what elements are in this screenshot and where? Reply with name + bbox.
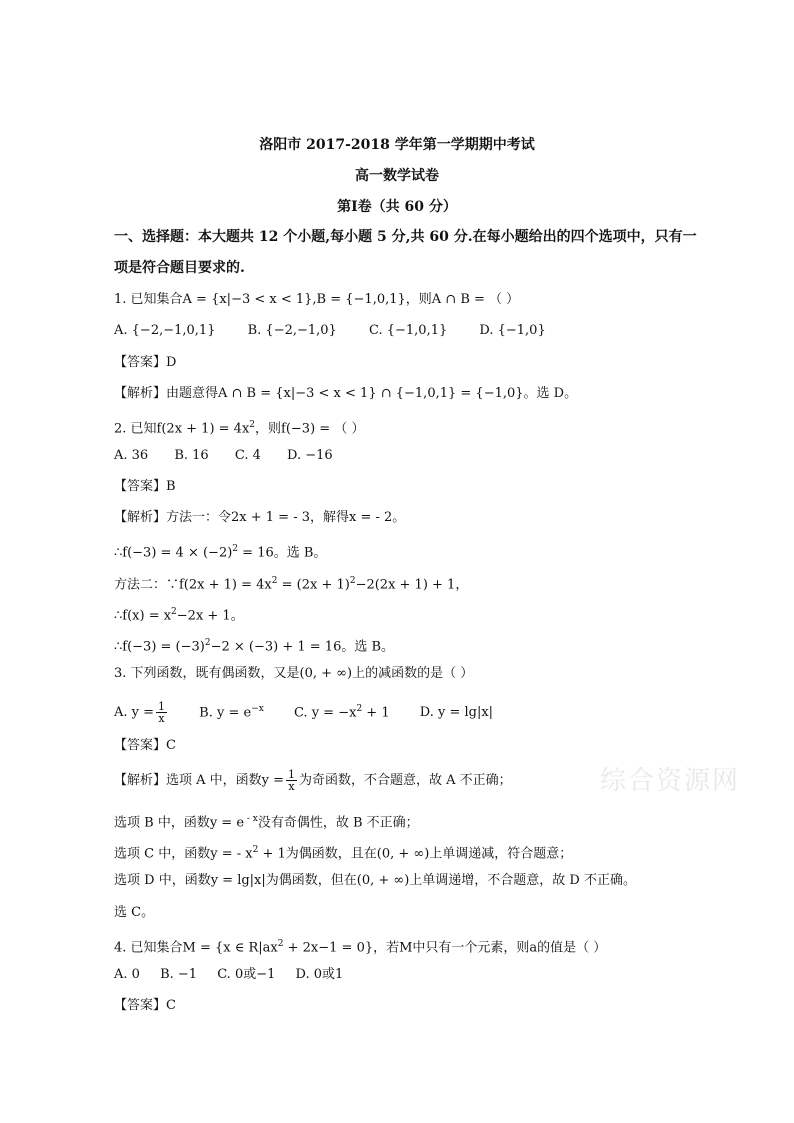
fraction-numerator: 1: [288, 768, 296, 781]
superscript: - x: [244, 814, 258, 824]
q1-option-d: D. {−1,0}: [479, 323, 546, 338]
q2-option-a: A. 36: [114, 448, 149, 463]
question-3-options: [114, 696, 521, 726]
question-1-options: [114, 322, 574, 340]
q4-stem-part: 4. 已知集合M = {x ∈ R|ax: [114, 940, 278, 956]
q4-option-c: C. 0或−1: [217, 967, 276, 982]
superscript: 2: [232, 544, 239, 554]
question-2-stem: [114, 416, 364, 438]
q2-analysis-part: ∴f(x) = x: [114, 608, 172, 624]
question-2-analysis-5: [114, 634, 394, 656]
q1-option-b: B. {−2,−1,0}: [247, 323, 337, 338]
question-3-analysis-4: 选项 D 中，函数y = lg|x|为偶函数，但在(0, + ∞)上单调递增，不合题意，故 D 不正确。: [114, 873, 636, 888]
q3-analysis-part: + 1为偶函数，且在(0, + ∞)上单调递减，符合题意；: [258, 846, 573, 862]
fraction: [156, 701, 167, 724]
q4-option-a: A. 0: [114, 967, 140, 982]
superscript: −x: [251, 704, 264, 714]
watermark: 综合资源网: [600, 766, 741, 796]
question-2-options: [114, 447, 355, 465]
q3-analysis-part: 没有奇偶性，故 B 不正确；: [257, 815, 419, 831]
q3-analysis-part: 【解析】选项 A 中，函数y =: [114, 773, 285, 788]
superscript: 2: [204, 638, 211, 648]
q2-option-b: B. 16: [174, 448, 209, 463]
fraction: [286, 769, 297, 792]
q2-analysis-part: = 16。选 B。: [238, 545, 327, 561]
q3-option-b: [199, 696, 264, 726]
question-4-options: [114, 966, 359, 984]
superscript: 2: [252, 845, 259, 855]
superscript: 2: [171, 607, 177, 617]
q4-stem-part: + 2x−1 = 0}，若M中只有一个元素，则a的值是（ ）: [283, 940, 607, 956]
superscript: 2: [271, 576, 278, 586]
question-4-stem: [114, 935, 606, 957]
question-2-analysis-3: [114, 572, 468, 594]
question-2-analysis-1: 【解析】方法一：令2x + 1 = - 3，解得x = - 2。: [114, 510, 406, 525]
q2-analysis-part: −2x + 1。: [176, 608, 244, 624]
question-2-analysis-2: [114, 540, 326, 562]
q4-option-d: D. 0或1: [295, 967, 344, 982]
q3-option-b-label: B. y = e: [199, 705, 252, 721]
part-title: 第Ⅰ卷（共 60 分）: [337, 199, 457, 215]
q3-analysis-part: 为奇函数，不合题意，故 A 不正确；: [299, 773, 512, 788]
question-1-answer: 【答案】D: [114, 355, 177, 370]
question-3-analysis-2: [114, 810, 419, 832]
question-2-answer: 【答案】B: [114, 479, 176, 494]
question-3-analysis-5: 选 C。: [114, 905, 155, 920]
q4-option-b: B. −1: [160, 967, 198, 982]
q1-option-a: A. {−2,−1,0,1}: [114, 323, 216, 338]
q2-analysis-part: = (2x + 1): [277, 577, 350, 593]
q2-analysis-part: −2 × (−3) + 1 = 16。选 B。: [210, 639, 395, 655]
q2-analysis-part: −2(2x + 1) + 1，: [355, 577, 469, 593]
q3-analysis-part: 选项 B 中，函数y = e: [114, 815, 245, 831]
question-3-stem: 3. 下列函数，既有偶函数，又是(0, + ∞)上的减函数的是（ ）: [114, 666, 474, 681]
question-2-analysis-4: [114, 603, 244, 625]
fraction-numerator: 1: [158, 700, 166, 714]
question-4-answer: 【答案】C: [114, 998, 176, 1013]
fraction-denominator: x: [158, 712, 165, 726]
q2-option-c: C. 4: [234, 448, 261, 463]
superscript: 2: [277, 939, 284, 949]
q2-analysis-part: ∴f(−3) = 4 × (−2): [114, 545, 233, 561]
superscript: 2: [249, 420, 256, 430]
q2-stem-part: ，则f(−3) = （ ）: [255, 421, 365, 437]
q3-option-c-label: C. y = −x: [293, 705, 357, 721]
q2-analysis-part: 方法二：∵f(2x + 1) = 4x: [114, 577, 272, 593]
subject-title: 高一数学试卷: [355, 168, 439, 184]
q3-option-c: [294, 696, 390, 726]
q1-option-c: C. {−1,0,1}: [368, 323, 448, 338]
question-3-analysis-3: [114, 841, 572, 863]
section-instructions-line1: 一、选择题：本大题共 12 个小题,每小题 5 分,共 60 分.在每小题给出的四个选项中，只有一: [114, 229, 697, 245]
superscript: 2: [349, 576, 356, 586]
q2-analysis-part: ∴f(−3) = (−3): [114, 639, 205, 655]
q3-analysis-part: 选项 C 中，函数y = - x: [114, 846, 253, 862]
q3-option-c-tail: + 1: [362, 705, 390, 721]
superscript: 2: [356, 704, 363, 714]
question-3-analysis-1: [114, 768, 512, 794]
question-1-stem: 1. 已知集合A = {x|−3 < x < 1},B = {−1,0,1}，则A ∩ B = （ ）: [114, 292, 520, 307]
question-1-analysis: 【解析】由题意得A ∩ B = {x|−3 < x < 1} ∩ {−1,0,1} = {−1,0}。选 D。: [114, 386, 578, 401]
q2-stem-part: 2. 已知f(2x + 1) = 4x: [114, 421, 250, 437]
q3-option-d: D. y = lg|x|: [419, 705, 494, 721]
question-3-answer: 【答案】C: [114, 738, 176, 753]
q3-option-a-label: A. y =: [114, 705, 155, 721]
fraction-denominator: x: [288, 780, 295, 793]
q2-option-d: D. −16: [287, 448, 333, 463]
exam-title: 洛阳市 2017-2018 学年第一学期期中考试: [259, 137, 535, 153]
q3-option-a: [114, 700, 169, 726]
section-instructions-line2: 项是符合题目要求的.: [114, 260, 245, 276]
